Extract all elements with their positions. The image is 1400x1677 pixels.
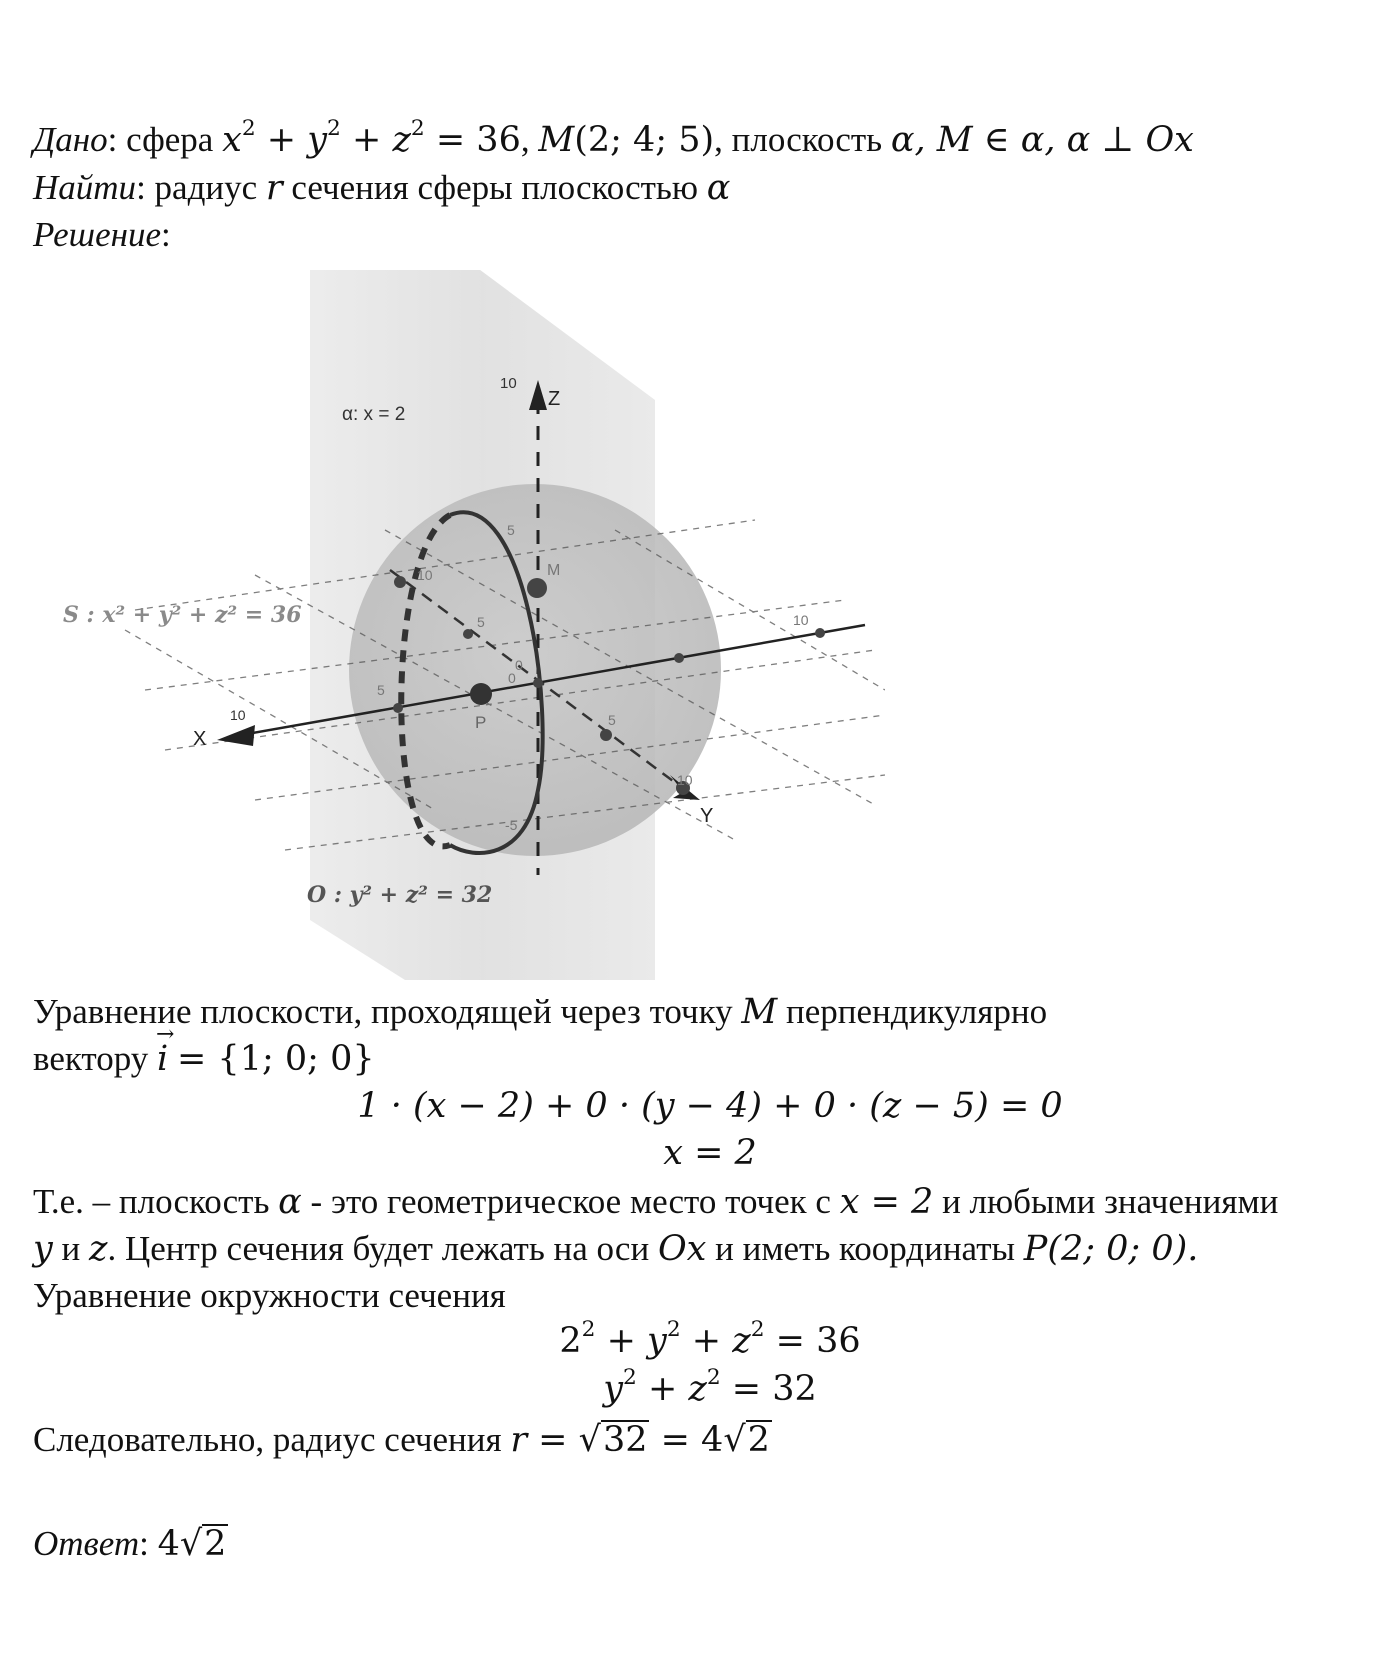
radius-expression: r = √32 = 4√2	[510, 1420, 770, 1460]
ie-alpha: α	[278, 1182, 302, 1222]
center-y: y	[33, 1229, 53, 1269]
center-p: P(2; 0; 0).	[1023, 1229, 1199, 1269]
find-r: r	[265, 168, 283, 208]
ie-x2: x = 2	[839, 1182, 934, 1222]
center-ox: Ox	[657, 1229, 707, 1269]
equation-circle-2: $y^2 + z^2 = 32$	[603, 1365, 817, 1409]
equation-plane-x2: x = 2	[663, 1133, 757, 1173]
tick-origin-0b: 0	[508, 670, 516, 686]
equation-plane-general: 1 · (x − 2) + 0 · (y − 4) + 0 · (z − 5) = 0	[357, 1086, 1063, 1126]
ie-text-3: и любыми значениями	[942, 1182, 1279, 1221]
point-p-label: P	[475, 713, 487, 732]
point-p	[470, 683, 492, 705]
tick-y-5: 5	[608, 712, 616, 728]
given-point: M(2; 4; 5)	[538, 120, 715, 160]
tick-z-10: 10	[500, 375, 517, 392]
tick-z-neg5: -5	[505, 817, 518, 833]
given-line: Дано: сфера $x^2 + y^2 + z^2 = 36$, M(2; 4; 5), плоскость α, M ∈ α, α ⊥ Ox	[33, 116, 1194, 160]
find-text-1: радиус	[154, 168, 258, 207]
tick-y-10: 10	[677, 772, 693, 788]
vector-i: → i	[157, 1038, 168, 1082]
given-label: Дано	[33, 120, 108, 159]
plane-intro-1: Уравнение плоскости, проходящей через точку	[33, 992, 733, 1031]
equation-circle-1: $2^2 + y^2 + z^2 = 36$	[559, 1317, 861, 1361]
tick-y-neg10: 10	[417, 567, 433, 583]
solution-line: Решение:	[33, 215, 171, 254]
tick-y-neg5: 5	[477, 614, 485, 630]
center-text-1: . Центр сечения будет лежать на оси	[107, 1229, 650, 1268]
tick-point-x5	[393, 703, 403, 713]
tick-z-5: 5	[507, 522, 515, 538]
vector-text: вектору	[33, 1039, 149, 1078]
y-axis-label: Y	[700, 805, 714, 827]
tick-point-x-10	[815, 628, 825, 638]
sphere-label: S : x² + y² + z² = 36	[63, 602, 302, 628]
vector-value: = {1; 0; 0}	[176, 1039, 375, 1079]
answer-line: Ответ: 4√2	[33, 1524, 227, 1564]
ie-text-1: Т.е. – плоскость	[33, 1182, 270, 1221]
find-line: Найти: радиус r сечения сферы плоскостью α	[33, 168, 731, 208]
ie-text-2: - это геометрическое место точек с	[310, 1182, 831, 1221]
given-sphere-eq: $x^2 + y^2 + z^2 = 36$	[222, 116, 521, 160]
center-text-2: и иметь координаты	[715, 1229, 1016, 1268]
origin-point	[533, 678, 543, 688]
tick-point-y5	[600, 729, 612, 741]
given-plane-word: плоскость	[731, 120, 883, 159]
tick-point-x-5	[674, 653, 684, 663]
radius-line	[33, 1418, 772, 1463]
find-label: Найти	[33, 168, 137, 207]
answer-label: Ответ	[33, 1524, 140, 1563]
point-m-label: M	[547, 562, 561, 579]
given-conditions: α, M ∈ α, α ⊥ Ox	[890, 120, 1194, 160]
find-text-2: сечения сферы плоскостью	[291, 168, 699, 207]
tick-x-10: 10	[230, 707, 246, 723]
tick-x-5: 5	[377, 682, 385, 698]
solution-label: Решение	[33, 215, 162, 254]
circle-eq-intro: Уравнение окружности сечения	[33, 1276, 506, 1315]
tick-x-neg10: 10	[793, 612, 809, 628]
center-z: z	[89, 1229, 108, 1269]
sphere-section-figure	[55, 270, 885, 980]
x-axis-arrow	[217, 725, 255, 746]
circle-label: O : y² + z² = 32	[307, 882, 493, 908]
point-m	[527, 578, 547, 598]
ie-line	[33, 1180, 1278, 1225]
tick-point-y-5	[463, 629, 473, 639]
plane-intro-line	[33, 990, 1047, 1035]
plane-intro-m: M	[741, 992, 778, 1032]
find-alpha: α	[706, 168, 731, 208]
radius-text: Следовательно, радиус сечения	[33, 1420, 502, 1459]
x-axis-label: X	[193, 728, 207, 750]
given-sphere-word: сфера	[126, 120, 214, 159]
center-and: и	[61, 1229, 81, 1268]
center-line	[33, 1227, 1198, 1272]
tick-point-y-10	[394, 576, 406, 588]
vector-line	[33, 1037, 375, 1082]
plane-label: α: x = 2	[342, 404, 406, 425]
z-axis-label: Z	[548, 388, 561, 410]
tick-origin-0a: 0	[515, 657, 523, 673]
plane-intro-2: перпендикулярно	[786, 992, 1048, 1031]
answer-value: 4√2	[157, 1524, 227, 1564]
